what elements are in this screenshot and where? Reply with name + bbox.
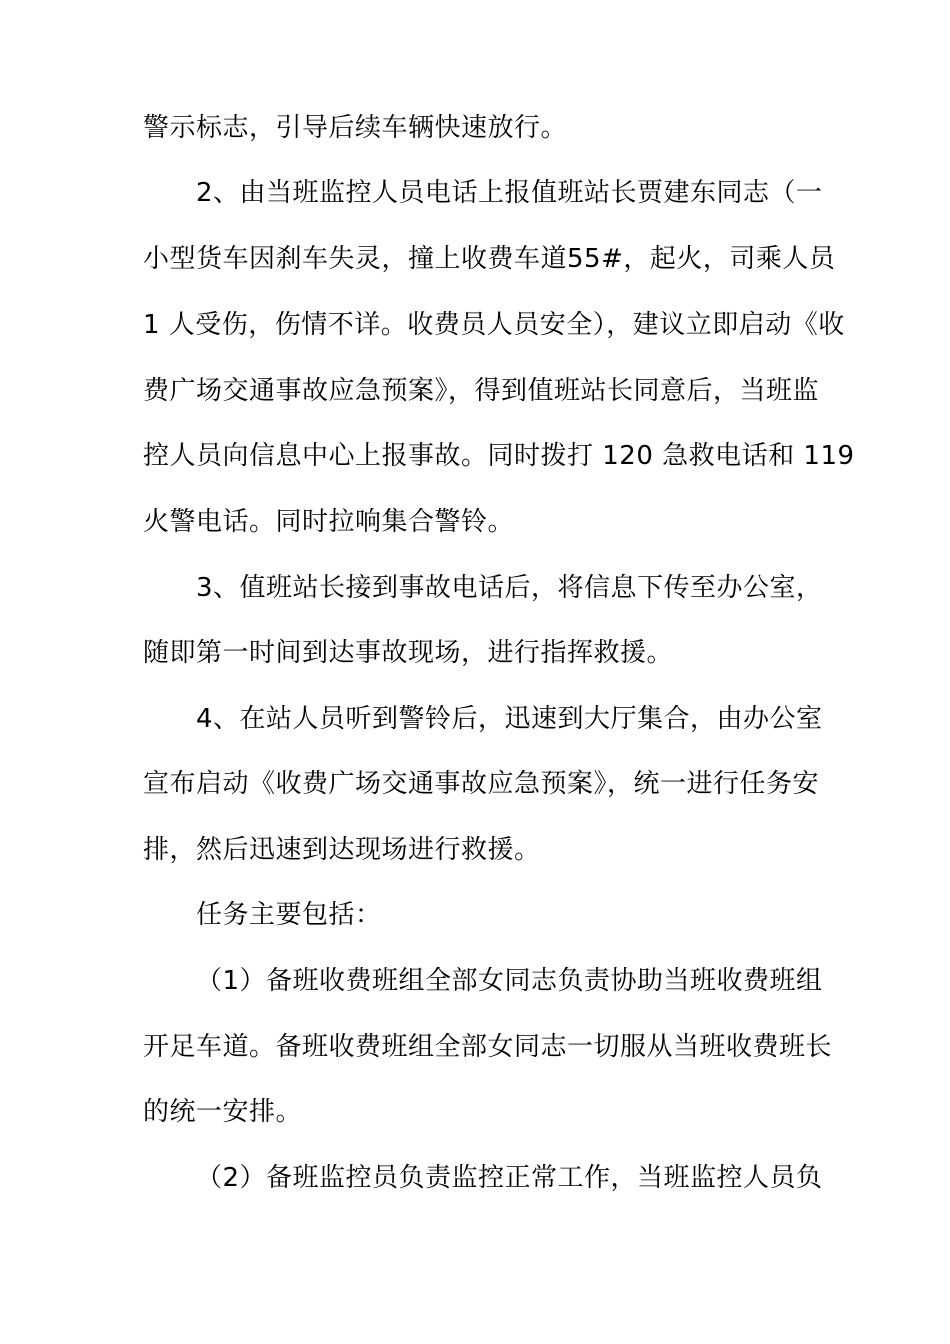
text-line: 的统一安排。 xyxy=(143,1097,303,1127)
text-line: 火警电话。同时拉响集合警铃。 xyxy=(143,507,515,537)
text-line: （2）备班监控员负责监控正常工作，当班监控人员负 xyxy=(196,1163,823,1193)
text-line: 2、由当班监控人员电话上报值班站长贾建东同志（一 xyxy=(196,178,823,208)
text-line: 开足车道。备班收费班组全部女同志一切服从当班收费班长 xyxy=(143,1032,833,1062)
text-line: 3、值班站长接到事故电话后，将信息下传至办公室， xyxy=(196,573,823,603)
text-line: 宣布启动《收费广场交通事故应急预案》，统一进行任务安 xyxy=(143,769,820,799)
text-line: 任务主要包括： xyxy=(196,900,382,930)
text-line: 1 人受伤，伤情不详。收费员人员安全），建议立即启动《收 xyxy=(143,310,845,340)
text-line: 控人员向信息中心上报事故。同时拨打 120 急救电话和 119 xyxy=(143,441,855,471)
text-line: 随即第一时间到达事故现场，进行指挥救援。 xyxy=(143,638,674,668)
text-line: 费广场交通事故应急预案》，得到值班站长同意后，当班监 xyxy=(143,376,820,406)
text-line: 4、在站人员听到警铃后，迅速到大厅集合，由办公室 xyxy=(196,704,823,734)
text-line: 排，然后迅速到达现场进行救援。 xyxy=(143,835,541,865)
text-line: 小型货车因刹车失灵，撞上收费车道55#，起火，司乘人员 xyxy=(143,244,836,274)
text-line: （1）备班收费班组全部女同志负责协助当班收费班组 xyxy=(196,966,823,996)
text-line: 警示标志，引导后续车辆快速放行。 xyxy=(143,113,568,143)
